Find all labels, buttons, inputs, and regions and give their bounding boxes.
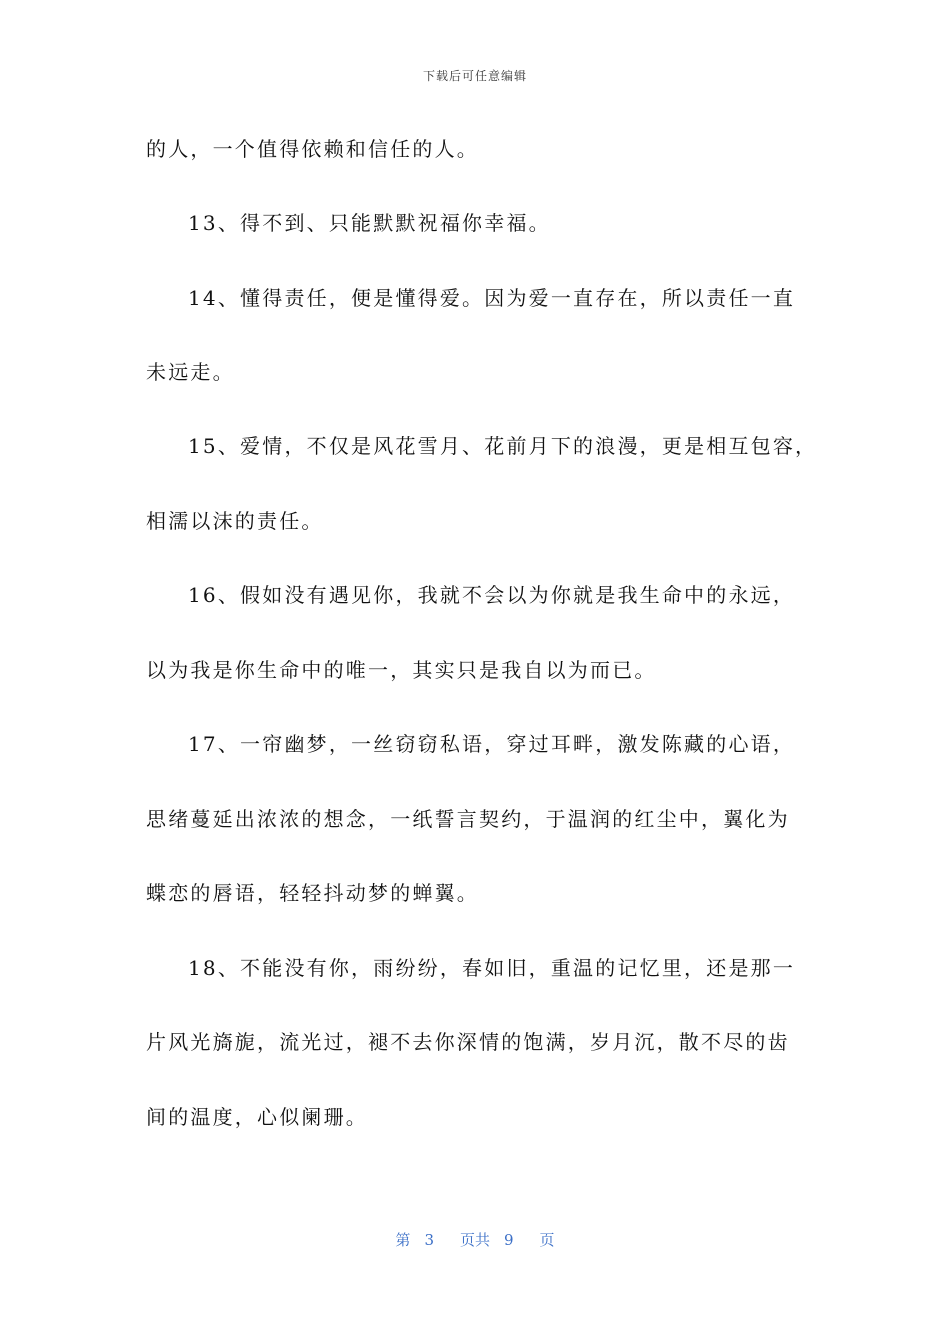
paragraph-line: 17、一帘幽梦，一丝窃窃私语，穿过耳畔，激发陈藏的心语，: [188, 732, 796, 756]
page-mid: 页共: [459, 1231, 490, 1249]
page-footer: [0, 1229, 950, 1250]
paragraph-line: 思绪蔓延出浓浓的想念，一纸誓言契约，于温润的红尘中，翼化为: [146, 807, 790, 831]
paragraph-line: 的人，一个值得依赖和信任的人。: [146, 137, 479, 161]
paragraph-line: 片风光旖旎，流光过，褪不去你深情的饱满，岁月沉，散不尽的齿: [146, 1030, 790, 1054]
paragraph-line: 13、得不到、只能默默祝福你幸福。: [188, 211, 551, 235]
paragraph-line: 相濡以沫的责任。: [146, 509, 324, 533]
paragraph-line: 18、不能没有你，雨纷纷，春如旧，重温的记忆里，还是那一: [188, 956, 796, 980]
total-pages-number: 9: [504, 1231, 514, 1249]
paragraph-line: 14、懂得责任，便是懂得爱。因为爱一直存在，所以责任一直: [188, 286, 796, 310]
current-page-number: 3: [424, 1231, 434, 1249]
page-header-note: 下载后可任意编辑: [422, 69, 527, 83]
paragraph-line: 蝶恋的唇语，轻轻抖动梦的蝉翼。: [146, 881, 479, 905]
paragraph-line: 间的温度，心似阑珊。: [146, 1105, 368, 1129]
page-prefix: 第: [395, 1231, 411, 1249]
paragraph-line: 以为我是你生命中的唯一，其实只是我自以为而已。: [146, 658, 657, 682]
paragraph-line: 16、假如没有遇见你，我就不会以为你就是我生命中的永远，: [188, 583, 796, 607]
paragraph-line: 未远走。: [146, 360, 235, 384]
paragraph-line: 15、爱情，不仅是风花雪月、花前月下的浪漫，更是相互包容，: [188, 434, 818, 458]
page-suffix: 页: [539, 1231, 555, 1249]
